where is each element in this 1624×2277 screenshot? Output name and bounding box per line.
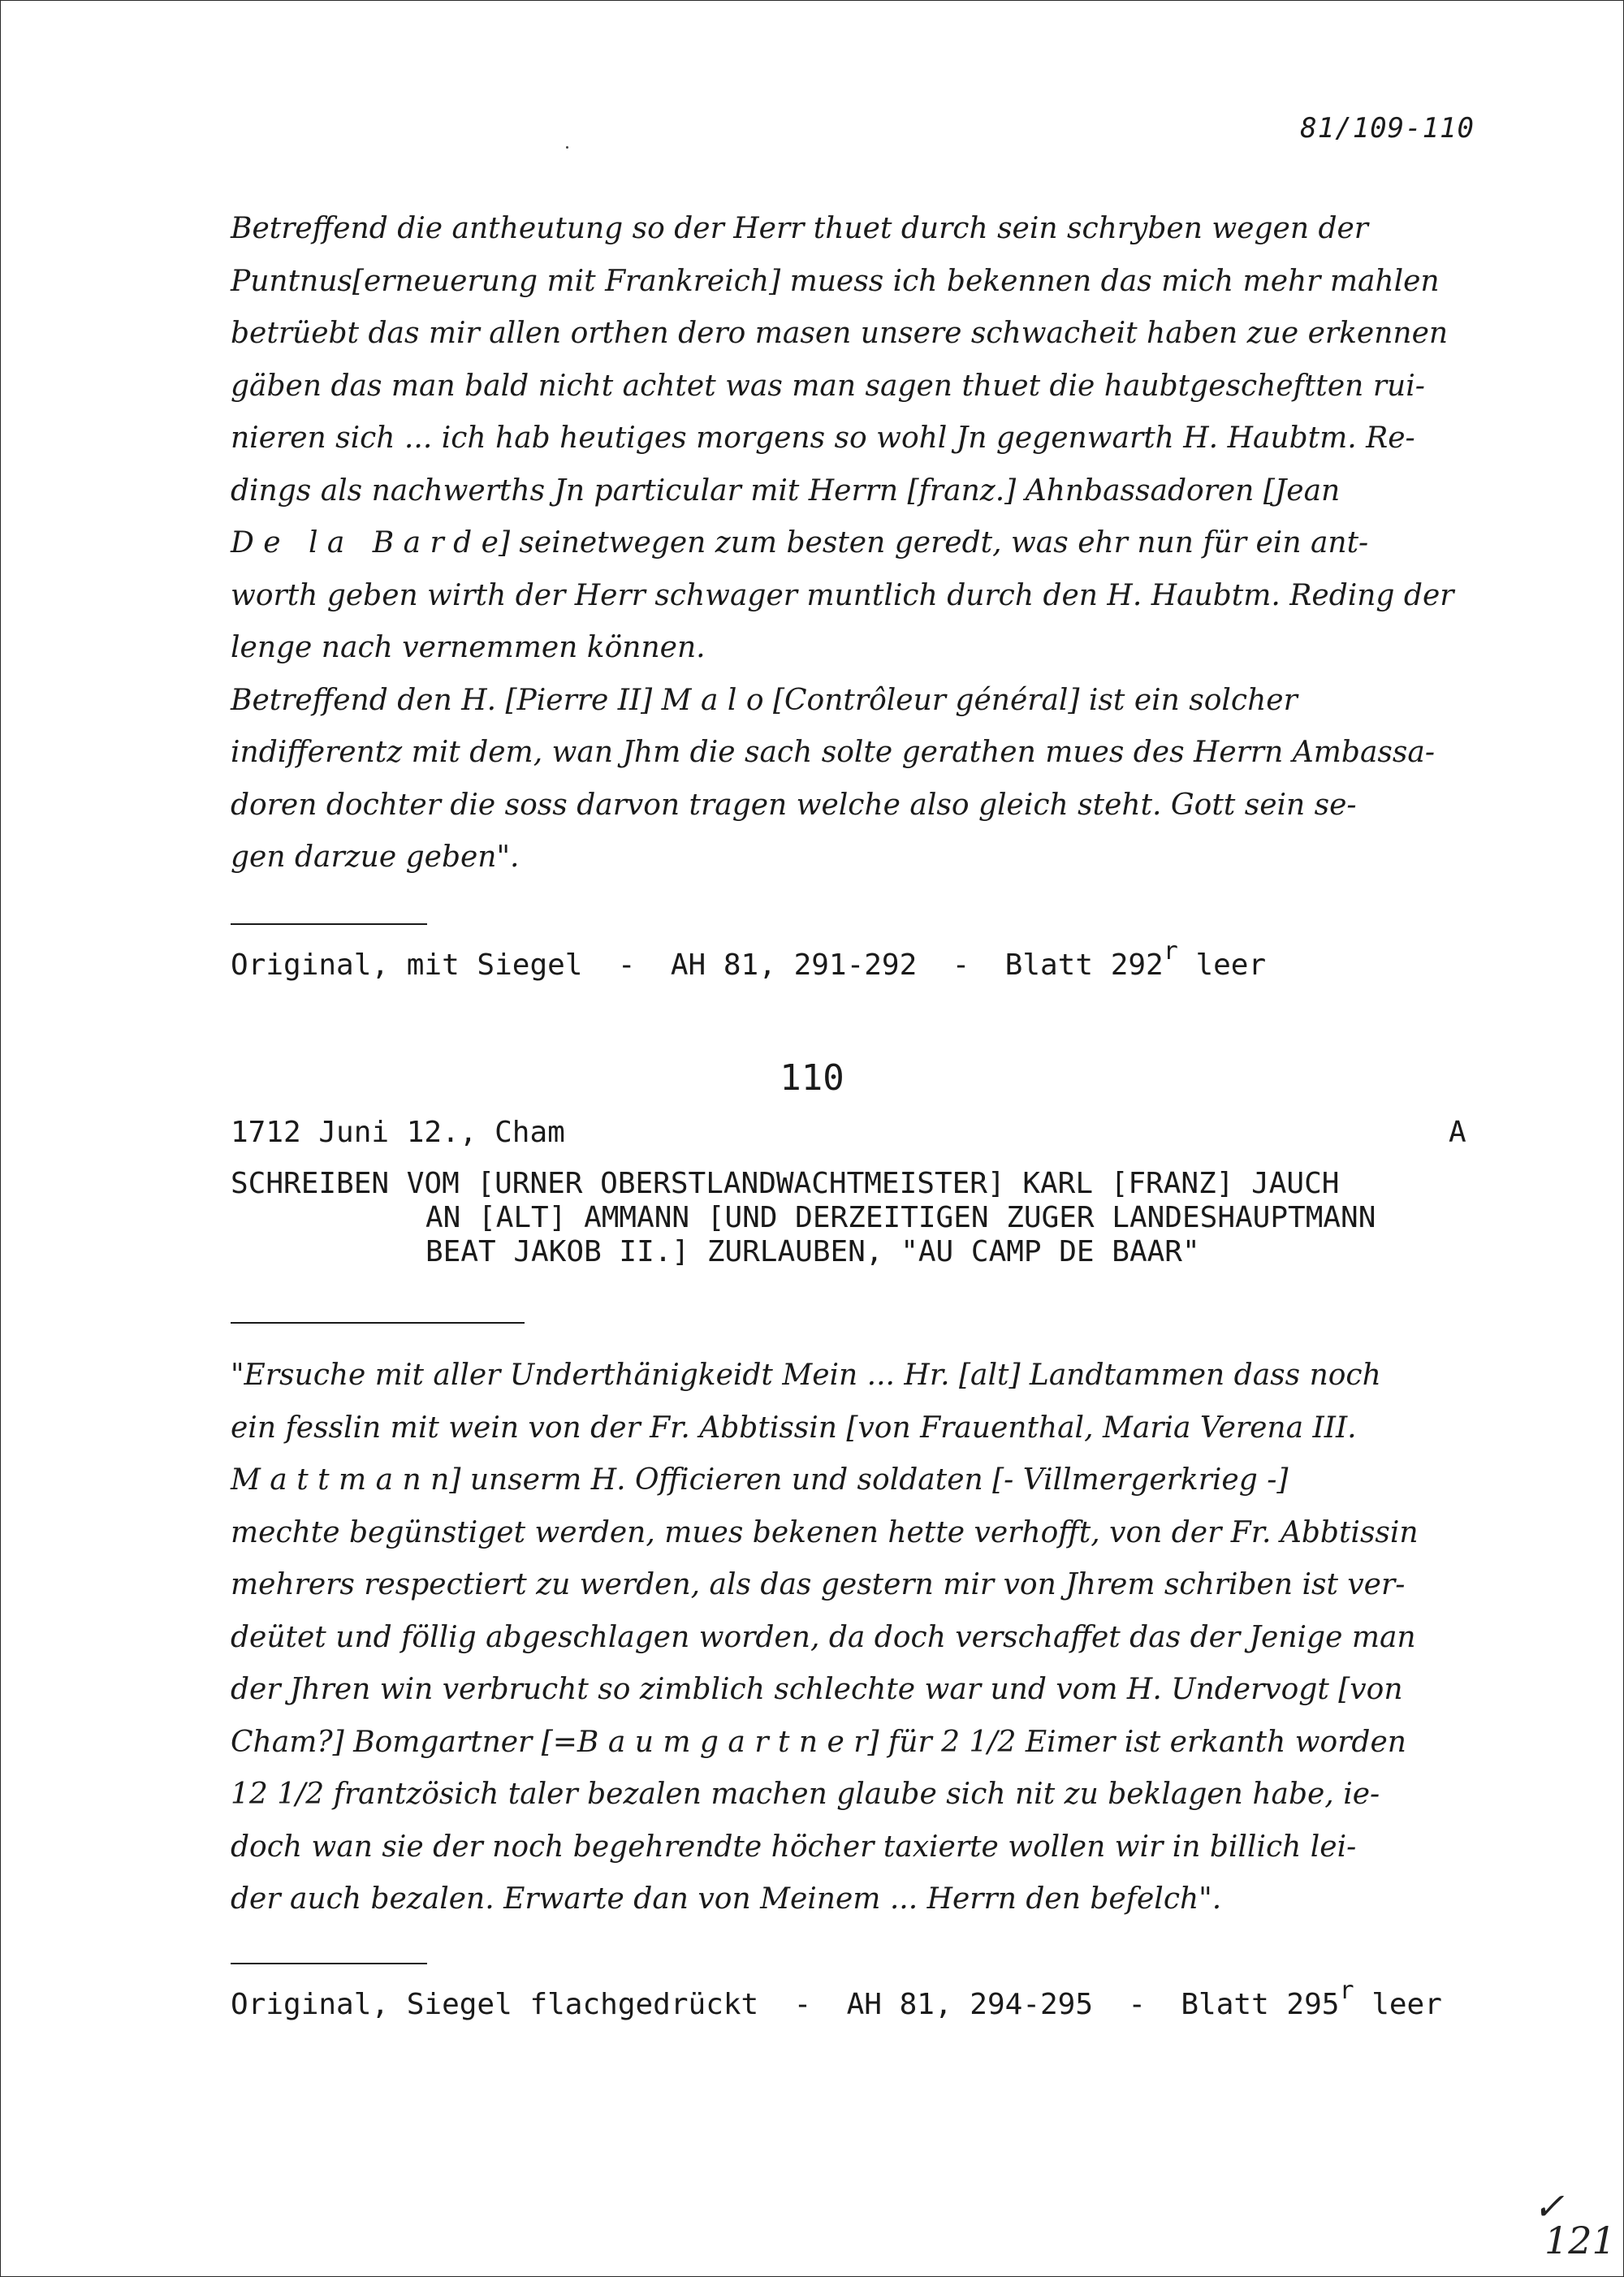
- text-line: der auch bezalen. Erwarte dan von Meinem ... Herrn den befelch".: [231, 1882, 1222, 1916]
- date-place: 1712 Juni 12., Cham: [231, 1116, 565, 1149]
- text-line: worth geben wirth der Herr schwager muntlich durch den H. Haubtm. Reding der: [231, 578, 1454, 612]
- text-line: M a t t m a n n] unserm H. Officieren und soldaten [- Villmergerkrieg -]: [231, 1463, 1289, 1497]
- text-line: ein fesslin mit wein von der Fr. Abbtissin [von Frauenthal, Maria Verena III.: [231, 1411, 1357, 1445]
- doc110-source-note: [231, 1977, 1442, 2021]
- text-line: Cham?] Bomgartner [=B a u m g a r t n e r] für 2 1/2 Eimer ist erkanth worden: [231, 1725, 1406, 1759]
- source-text: Original, mit Siegel - AH 81, 291-292 - Blatt 292: [231, 948, 1164, 982]
- source-tail: leer: [1354, 1988, 1442, 2021]
- title-line: BEAT JAKOB II.] ZURLAUBEN, "AU CAMP DE BAAR": [425, 1235, 1200, 1268]
- text-line: Puntnus[erneuerung mit Frankreich] muess ich bekennen das mich mehr mahlen: [231, 264, 1440, 298]
- handwritten-page-number: 121: [1544, 2219, 1616, 2262]
- text-line: D e l a B a r d e] seinetwegen zum besten geredt, was ehr nun für ein ant-: [231, 526, 1369, 560]
- document-number: 110: [780, 1057, 844, 1099]
- text-line: indifferentz mit dem, wan Jhm die sach solte gerathen mues des Herrn Ambassa-: [231, 736, 1435, 769]
- recto-mark: r: [1339, 1977, 1354, 2005]
- text-line: Betreffend die antheutung so der Herr thuet durch sein schryben wegen der: [231, 212, 1369, 245]
- text-line: doren dochter die soss darvon tragen welche also gleich steht. Gott sein se-: [231, 788, 1357, 822]
- text-line: lenge nach vernemmen können.: [231, 631, 706, 664]
- title-line: AN [ALT] AMMANN [UND DERZEITIGEN ZUGER LANDESHAUPTMANN: [425, 1201, 1376, 1234]
- title-line: SCHREIBEN VOM [URNER OBERSTLANDWACHTMEISTER] KARL [FRANZ] JAUCH: [231, 1167, 1340, 1200]
- classification-mark: A: [1449, 1116, 1466, 1149]
- text-line: gäben das man bald nicht achtet was man sagen thuet die haubtgescheftten rui-: [231, 369, 1425, 403]
- recto-mark: r: [1163, 937, 1178, 966]
- footnote-rule: [231, 923, 427, 925]
- doc109-text-block: [231, 203, 1497, 884]
- scan-speck: [566, 146, 568, 149]
- text-line: 12 1/2 frantzösich taler bezalen machen glaube sich nit zu beklagen habe, ie-: [231, 1778, 1380, 1811]
- handwritten-check-mark: ✓: [1533, 2184, 1565, 2228]
- text-line: mechte begünstiget werden, mues bekenen hette verhofft, von der Fr. Abbtissin: [231, 1515, 1419, 1549]
- text-line: deütet und föllig abgeschlagen worden, da doch verschaffet das der Jenige man: [231, 1620, 1416, 1654]
- text-line: gen darzue geben".: [231, 840, 520, 874]
- text-line: Betreffend den H. [Pierre II] M a l o [Contrôleur général] ist ein solcher: [231, 683, 1298, 717]
- page-reference: 81/109-110: [1300, 112, 1475, 145]
- title-rule: [231, 1322, 525, 1324]
- doc109-source-note: [231, 937, 1267, 982]
- doc110-text-block: [231, 1350, 1497, 1926]
- footnote-rule: [231, 1963, 427, 1964]
- text-line: "Ersuche mit aller Underthänigkeidt Mein ... Hr. [alt] Landtammen dass noch: [231, 1359, 1381, 1392]
- text-line: doch wan sie der noch begehrendte höcher taxierte wollen wir in billich lei-: [231, 1830, 1357, 1864]
- source-tail: leer: [1177, 948, 1267, 982]
- text-line: mehrers respectiert zu werden, als das gestern mir von Jhrem schriben ist ver-: [231, 1568, 1406, 1601]
- text-line: betrüebt das mir allen orthen dero masen unsere schwacheit haben zue erkennen: [231, 317, 1449, 350]
- text-line: nieren sich ... ich hab heutiges morgens so wohl Jn gegenwarth H. Haubtm. Re-: [231, 421, 1415, 455]
- text-line: der Jhren win verbrucht so zimblich schlechte war und vom H. Undervogt [von: [231, 1673, 1403, 1706]
- text-line: dings als nachwerths Jn particular mit Herrn [franz.] Ahnbassadoren [Jean: [231, 473, 1341, 508]
- source-text: Original, Siegel flachgedrückt - AH 81, 294-295 - Blatt 295: [231, 1988, 1340, 2021]
